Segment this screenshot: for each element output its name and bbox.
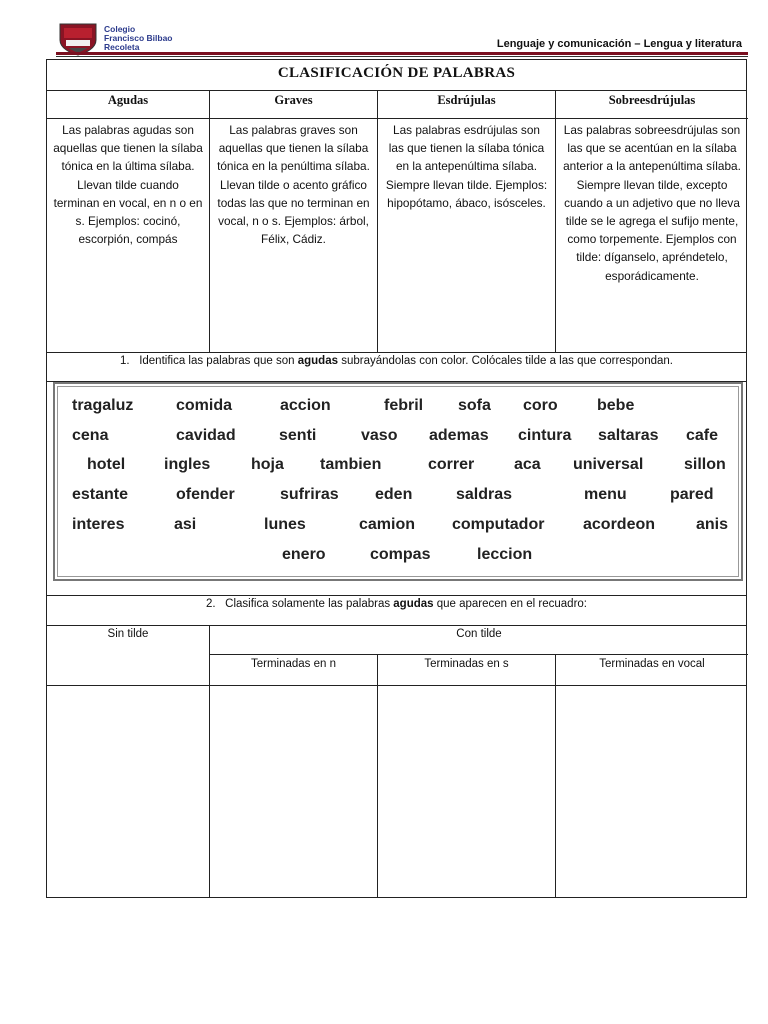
word[interactable]: comida [176, 397, 233, 414]
school-logo [58, 22, 98, 56]
word[interactable]: cena [72, 427, 109, 444]
answer-sin-tilde[interactable] [47, 686, 210, 897]
exercise-2-instruction: 2. Clasifica solamente las palabras agudas que aparecen en el recuadro: [205, 598, 587, 610]
terminadas-vocal-header: Terminadas en vocal [599, 658, 705, 670]
answer-terminadas-n[interactable] [210, 686, 378, 897]
definition-graves: Las palabras graves son aquellas que tienen la sílaba tónica en la penúltima sílaba. Llevan tilde o acento gráfico todas las que no terminan en vocal, n o s. Ejemplos: árbol, Félix, Cádiz. [210, 119, 378, 352]
table-title: CLASIFICACIÓN DE PALABRAS [47, 60, 746, 91]
word[interactable]: lunes [264, 516, 306, 533]
worksheet [46, 59, 747, 898]
word[interactable]: cintura [518, 427, 572, 444]
answer-terminadas-s[interactable] [378, 686, 556, 897]
word[interactable]: menu [584, 486, 627, 503]
word[interactable]: saltaras [598, 427, 659, 444]
word[interactable]: universal [573, 456, 644, 473]
word[interactable]: estante [72, 486, 129, 503]
header-rule [56, 52, 748, 55]
word[interactable]: ingles [164, 456, 211, 473]
divider [47, 352, 746, 353]
word[interactable]: sufriras [280, 486, 339, 503]
word[interactable]: sillon [684, 456, 726, 473]
header-graves: Graves [210, 91, 378, 119]
terminadas-s-header: Terminadas en s [378, 655, 556, 685]
word[interactable]: acordeon [583, 516, 656, 533]
word[interactable]: correr [428, 456, 475, 473]
word[interactable]: compas [370, 546, 431, 563]
con-tilde-header: Con tilde [210, 625, 748, 655]
word[interactable]: interes [72, 516, 125, 533]
exercise-1-instruction: 1. Identifica las palabras que son agudas subrayándolas con color. Colócales tilde a las que correspondan. [120, 355, 673, 367]
divider [47, 595, 746, 596]
word[interactable]: vaso [361, 427, 398, 444]
answer-terminadas-vocal[interactable] [556, 686, 748, 897]
word-box [53, 382, 743, 581]
word[interactable]: hotel [87, 456, 126, 473]
definition-sobreesdrujulas: Las palabras sobreesdrújulas son las que se acentúan en la sílaba anterior a la antepenúltima sílaba. Siempre llevan tilde, excepto cuando a un adjetivo que no lleva tilde se le agrega el sufijo mente, como torpemente. Ejemplos con tilde: díganselo, apréndetelo, esporádicamente. [563, 123, 741, 283]
word[interactable]: enero [282, 546, 326, 563]
word[interactable]: tragaluz [72, 397, 134, 414]
word[interactable]: sofa [458, 397, 491, 414]
word[interactable]: bebe [597, 397, 635, 414]
header-sobreesdrujulas: Sobreesdrújulas [556, 91, 748, 119]
school-name: Colegio Francisco Bilbao Recoleta [104, 24, 173, 52]
word[interactable]: saldras [456, 486, 513, 503]
word[interactable]: pared [670, 486, 714, 503]
word[interactable]: febril [384, 397, 424, 414]
definition-esdrujulas: Las palabras esdrújulas son las que tienen la sílaba tónica en la antepenúltima sílaba. Siempre llevan tilde. Ejemplos: hipopótamo, ábaco, isósceles. [378, 119, 556, 352]
word[interactable]: ademas [429, 427, 489, 444]
word[interactable]: ofender [176, 486, 235, 503]
terminadas-n-header: Terminadas en n [210, 655, 378, 685]
header-rule-thin [56, 56, 748, 57]
definition-agudas: Las palabras agudas son aquellas que tienen la sílaba tónica en la última sílaba. Llevan tilde cuando terminan en vocal, en n o en s. Ejemplos: cocinó, escorpión, compás [47, 119, 210, 352]
word[interactable]: computador [452, 516, 545, 533]
word[interactable]: aca [514, 456, 541, 473]
word[interactable]: accion [280, 397, 331, 414]
word[interactable]: anis [696, 516, 729, 533]
word[interactable]: senti [279, 427, 317, 444]
header-esdrujulas: Esdrújulas [378, 91, 556, 119]
word[interactable]: camion [359, 516, 416, 533]
word[interactable]: eden [375, 486, 413, 503]
header-agudas: Agudas [47, 91, 210, 119]
subject-title: Lenguaje y comunicación – Lengua y literatura [496, 38, 742, 50]
word[interactable]: hoja [251, 456, 284, 473]
word[interactable]: coro [523, 397, 558, 414]
sin-tilde-header: Sin tilde [47, 625, 210, 685]
word[interactable]: cavidad [176, 427, 236, 444]
word[interactable]: cafe [686, 427, 719, 444]
word[interactable]: asi [174, 516, 197, 533]
word[interactable]: leccion [477, 546, 533, 563]
word[interactable]: tambien [320, 456, 382, 473]
